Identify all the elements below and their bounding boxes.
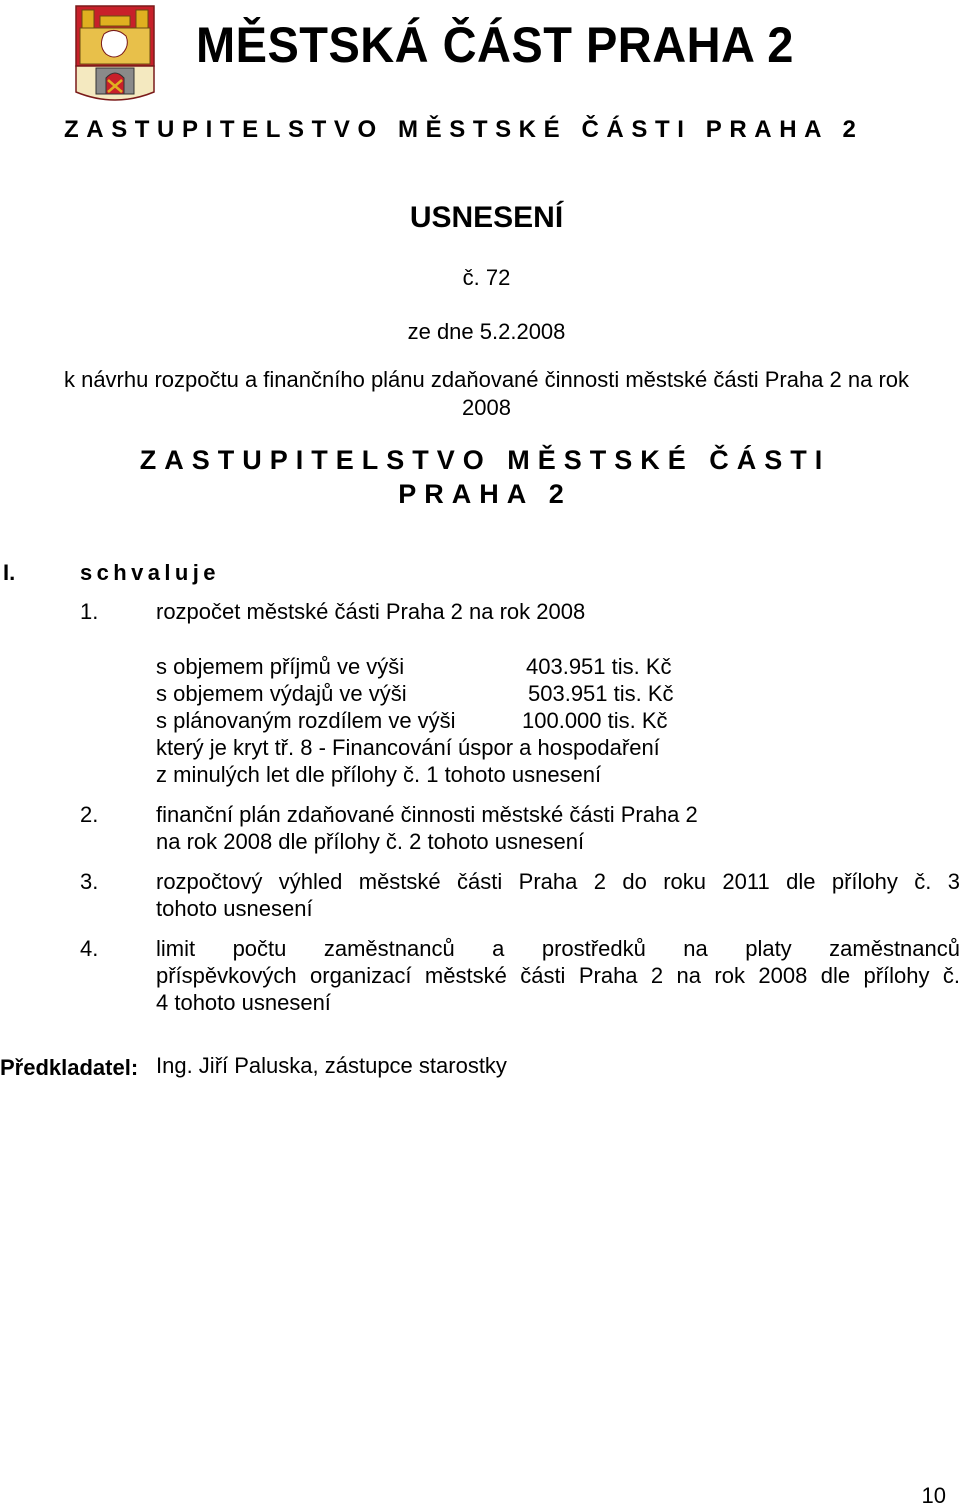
item-number: 2. — [80, 802, 99, 827]
subject-line-1: k návrhu rozpočtu a finančního plánu zdaňované činnosti městské části Praha 2 na rok — [63, 367, 910, 392]
item-number: 3. — [80, 869, 99, 894]
budget-label: s objemem příjmů ve výši — [156, 654, 405, 679]
item-number: 1. — [80, 599, 99, 624]
praha2-coat-of-arms — [74, 4, 156, 108]
item-text: rozpočet městské části Praha 2 na rok 2008 — [156, 599, 586, 624]
budget-value: 100.000 tis. Kč — [522, 708, 668, 733]
item-number: 4. — [80, 936, 99, 961]
item-text-line: příspěvkových organizací městské části Praha 2 na rok 2008 dle přílohy č. — [156, 963, 960, 988]
section-roman-numeral: I. — [3, 560, 16, 585]
submitter-label: Předkladatel: — [0, 1055, 139, 1080]
item-text-line: na rok 2008 dle přílohy č. 2 tohoto usnesení — [156, 829, 585, 854]
header-subtitle: ZASTUPITELSTVO MĚSTSKÉ ČÁSTI PRAHA 2 — [64, 116, 864, 143]
council-line-2: PRAHA 2 — [398, 479, 572, 509]
item-text-line: rozpočtový výhled městské části Praha 2 do roku 2011 dle přílohy č. 3 — [156, 869, 960, 894]
item-text-line: finanční plán zdaňované činnosti městské části Praha 2 — [156, 802, 698, 827]
funding-note-line-1: který je kryt tř. 8 - Financování úspor a hospodaření — [156, 735, 660, 760]
council-name — [60, 443, 910, 511]
document-title: USNESENÍ — [409, 201, 564, 234]
section-verb: schvaluje — [80, 560, 220, 585]
header-title: MĚSTSKÁ ČÁST PRAHA 2 — [196, 17, 794, 73]
resolution-date: ze dne 5.2.2008 — [407, 319, 566, 344]
budget-label: s plánovaným rozdílem ve výši — [156, 708, 456, 733]
funding-note-line-2: z minulých let dle přílohy č. 1 tohoto usnesení — [156, 762, 602, 787]
subject-line-2: 2008 — [462, 395, 511, 420]
budget-value: 403.951 tis. Kč — [526, 654, 672, 679]
item-text-line: 4 tohoto usnesení — [156, 990, 331, 1015]
item-text-line: tohoto usnesení — [156, 896, 313, 921]
council-line-1: ZASTUPITELSTVO MĚSTSKÉ ČÁSTI — [139, 445, 831, 475]
budget-label: s objemem výdajů ve výši — [156, 681, 407, 706]
submitter-name: Ing. Jiří Paluska, zástupce starostky — [156, 1053, 507, 1078]
budget-value: 503.951 tis. Kč — [528, 681, 674, 706]
resolution-number: č. 72 — [462, 265, 511, 290]
page-number: 10 — [921, 1483, 946, 1508]
item-text-line: limit počtu zaměstnanců a prostředků na platy zaměstnanců — [156, 936, 960, 961]
resolution-subject — [0, 366, 960, 422]
